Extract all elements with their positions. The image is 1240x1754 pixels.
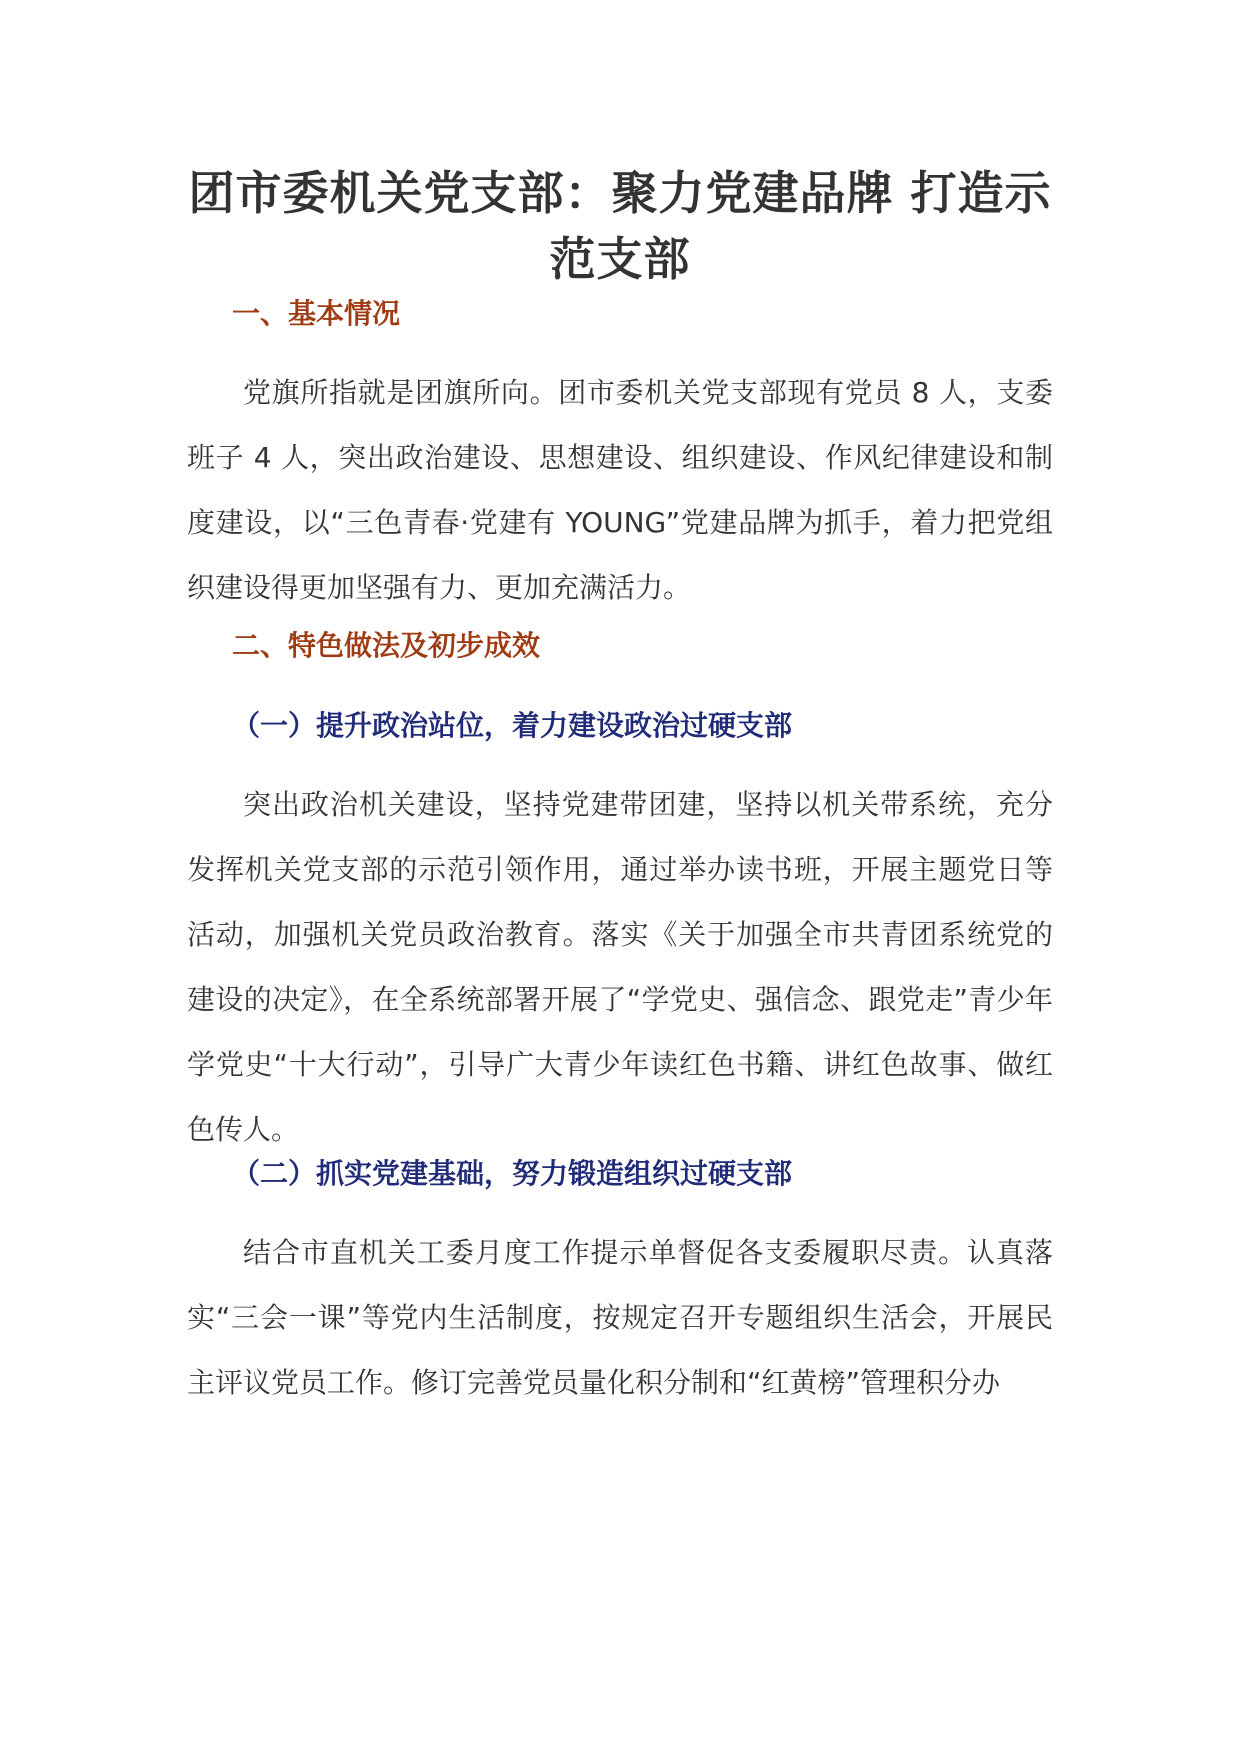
title-line-2: 范支部: [549, 232, 691, 286]
subsection-heading-organization: （二）抓实党建基础，努力锻造组织过硬支部: [232, 1157, 793, 1190]
title-line-1: 团市委机关党支部：聚力党建品牌 打造示: [188, 166, 1052, 220]
paragraph-political: 突出政治机关建设，坚持党建带团建，坚持以机关带系统，充分发挥机关党支部的示范引领作用，通过举办读书班，开展主题党日等活动，加强机关党员政治教育。落实《关于加强全市共青团系统党的建设的决定》，在全系统部署开展了“学党史、强信念、跟党走”青少年学党史“十大行动”，引导广大青少年读红色书籍、讲红色故事、做红色传人。: [187, 788, 1053, 1146]
section-heading-basic-info: 一、基本情况: [232, 297, 401, 330]
paragraph-basic-info: 党旗所指就是团旗所向。团市委机关党支部现有党员 8 人，支委班子 4 人，突出政治建设、思想建设、组织建设、作风纪律建设和制度建设，以“三色青春·党建有 YOUNG”党建品牌为抓手，着力把党组织建设得更加坚强有力、更加充满活力。: [187, 376, 1053, 604]
page-title: [180, 160, 1060, 292]
subsection-heading-political: （一）提升政治站位，着力建设政治过硬支部: [232, 709, 793, 742]
section-heading-features: 二、特色做法及初步成效: [232, 629, 541, 662]
paragraph-organization: 结合市直机关工委月度工作提示单督促各支委履职尽责。认真落实“三会一课”等党内生活制度，按规定召开专题组织生活会，开展民主评议党员工作。修订完善党员量化积分制和“红黄榜”管理积分办: [187, 1236, 1053, 1399]
